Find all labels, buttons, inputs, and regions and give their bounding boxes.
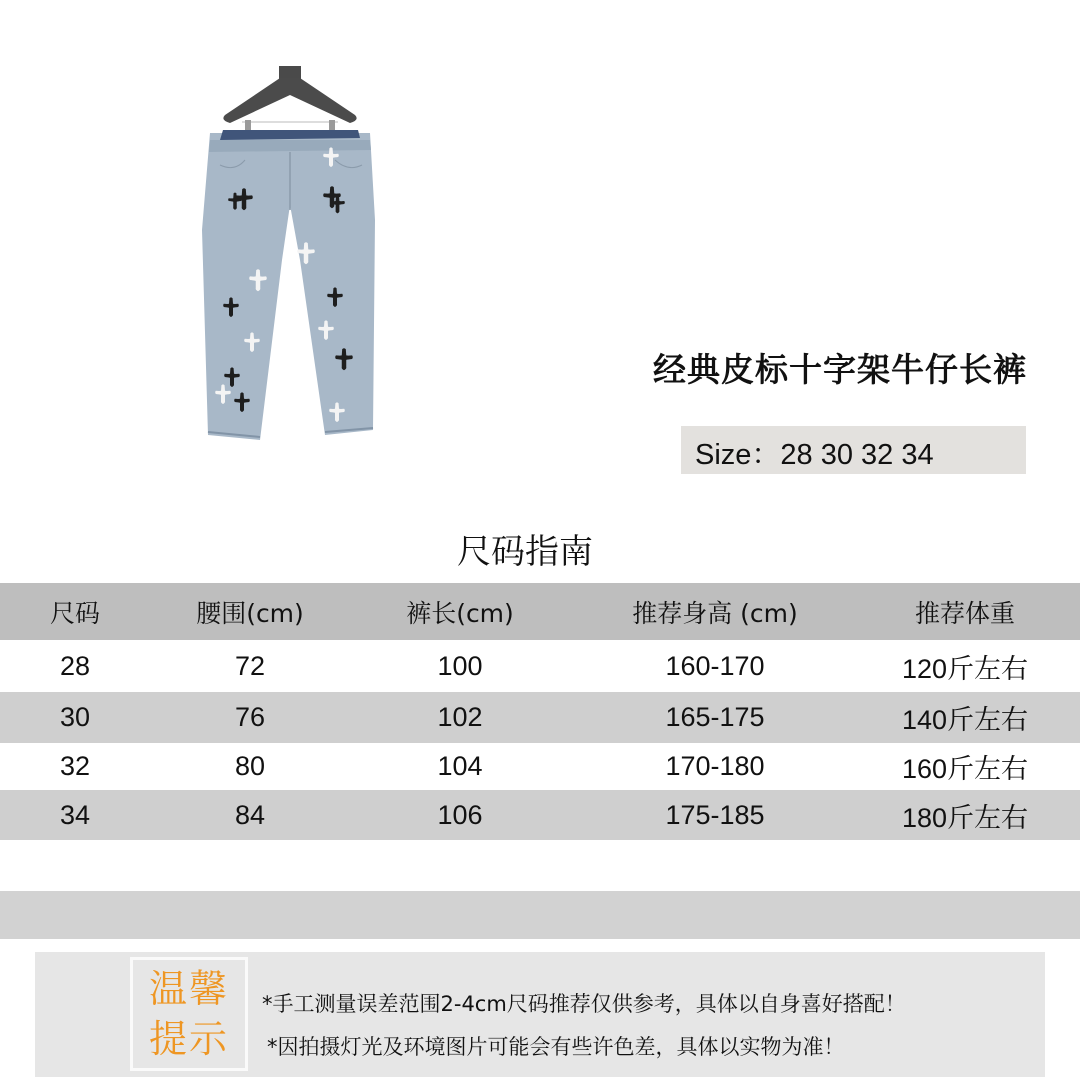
cell-height: 175-185 (665, 799, 765, 830)
cell-weight: 140斤左右 (901, 705, 1029, 735)
notice-label-line1: 温馨 (148, 967, 229, 1011)
cell-length: 104 (437, 751, 483, 781)
cell-waist: 76 (234, 702, 266, 732)
size-table (0, 583, 1080, 840)
cell-size: 32 (59, 751, 91, 781)
cell-length: 102 (437, 702, 483, 732)
notice-line-color: *因拍摄灯光及环境图片可能会有些许色差，具体以实物为准！ (267, 1035, 845, 1059)
column-header-waist: 腰围(cm) (196, 598, 304, 628)
cell-height: 165-175 (665, 702, 765, 732)
cell-weight: 120斤左右 (901, 653, 1029, 684)
divider-band (0, 891, 1080, 939)
cell-height: 170-180 (665, 751, 765, 781)
notice-label-line2: 提示 (148, 1017, 229, 1061)
notice-line-measurement: *手工测量误差范围2-4cm尺码推荐仅供参考，具体以自身喜好搭配！ (262, 992, 906, 1016)
cell-waist: 80 (234, 751, 266, 781)
cell-waist: 72 (234, 650, 266, 681)
column-header-length: 裤长(cm) (406, 598, 514, 628)
cell-height: 160-170 (665, 650, 765, 681)
cell-size: 28 (59, 650, 91, 681)
table-row (0, 640, 1080, 692)
table-row (0, 743, 1080, 790)
hanger-icon (223, 66, 356, 136)
cell-weight: 160斤左右 (901, 754, 1029, 784)
table-row (0, 790, 1080, 840)
table-row (0, 692, 1080, 743)
product-title: 经典皮标十字架牛仔长裤 (653, 350, 1027, 389)
notice-label (130, 957, 248, 1071)
size-guide-title: 尺码指南 (457, 532, 593, 572)
notice-box (35, 952, 1045, 1077)
column-header-height: 推荐身高 (cm) (632, 598, 798, 628)
product-image (190, 60, 390, 450)
size-options-text: Size：28 30 32 34 (695, 439, 934, 471)
column-header-size: 尺码 (49, 598, 100, 628)
cell-weight: 180斤左右 (901, 802, 1029, 833)
cell-size: 30 (59, 702, 91, 732)
cell-length: 100 (437, 650, 483, 681)
column-header-weight: 推荐体重 (914, 598, 1015, 628)
cell-waist: 84 (234, 799, 266, 830)
cell-size: 34 (59, 799, 91, 830)
table-header-row (0, 583, 1080, 640)
cell-length: 106 (437, 799, 483, 830)
size-options-box (681, 426, 1026, 474)
